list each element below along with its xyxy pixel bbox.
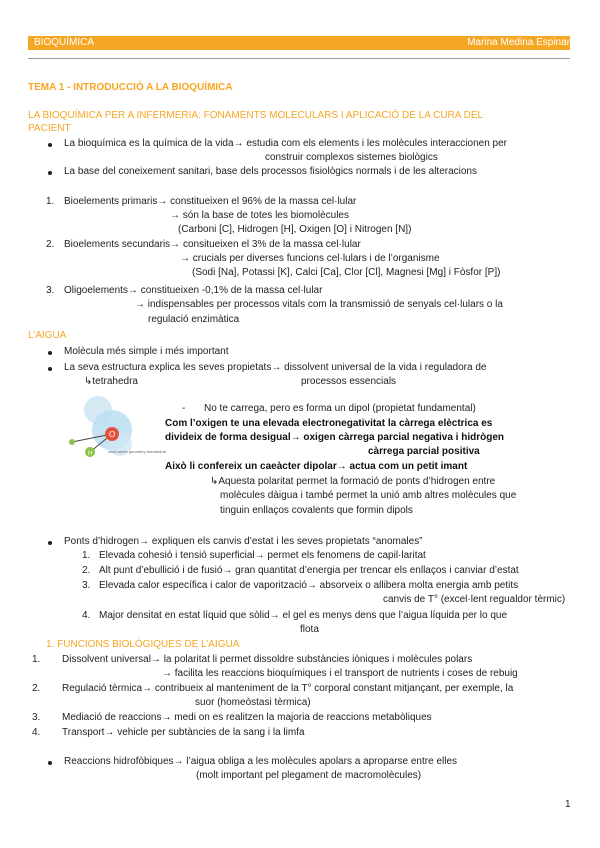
- list-number: 3.: [82, 580, 91, 591]
- header-author: Marina Medina Espinar: [467, 37, 570, 48]
- bullet: [48, 367, 52, 371]
- list-number: 3.: [46, 285, 55, 296]
- hydrogen-label: H: [88, 451, 93, 457]
- intro-bullet-1-cont: construir complexos sistemes biològics: [265, 152, 438, 163]
- dash: -: [182, 403, 186, 414]
- list-number: 2.: [32, 683, 41, 694]
- oxygen-label: O: [109, 430, 116, 439]
- bullet: [48, 171, 52, 175]
- property-3: Elevada calor específica i calor de vaporització→ absorveix o allibera molta energia amb petits: [99, 580, 519, 591]
- property-3-cont: canvis de T° (excel·lent regualdor tèrmic): [383, 594, 566, 605]
- dipole-note-1: No te carrega, pero es forma un dipol (propietat fundamental): [204, 403, 476, 414]
- water-bullet-2-cont: processos essencials: [301, 376, 397, 387]
- oligoelements-note: → indispensables per processos vitals com la transmissió de senyals cel·lulars o la: [135, 299, 503, 310]
- molecule-caption: ozed nkeer geometry tetrahedral: [108, 449, 166, 454]
- bullet: [48, 143, 52, 147]
- water-bullet-2: La seva estructura explica les seves propietats→ dissolvent universal de la vida i reguladora de: [64, 362, 487, 373]
- bioelements-secondary-note: → crucials per diverses funcions cel·lulars i de l’organisme: [180, 253, 440, 264]
- list-number: 2.: [82, 565, 91, 576]
- intro-bullet-2: La base del coneixement sanitari, base dels processos fisiològics normals i de les alteracions: [64, 166, 477, 177]
- oligoelements: Oligoelements→ constitueixen -0,1% de la massa cel·lular: [64, 285, 323, 296]
- intro-bullet-1: La bioquímica es la química de la vida→ estudia com els elements i les molècules interaccionen per: [64, 138, 508, 149]
- page-number: 1: [565, 799, 571, 810]
- dipole-note-2: Com l’oxigen te una elevada electronegativitat la càrrega elèctrica es: [165, 418, 493, 429]
- water-heading: L’AIGUA: [28, 330, 67, 341]
- water-bullet-1: Molècula més simple i més important: [64, 346, 229, 357]
- property-4: Major densitat en estat líquid que sòlid→ el gel es menys dens que l’aigua líquida per lo que: [99, 610, 508, 621]
- bioelements-primary: Bioelements primaris→ constitueixen el 96% de la massa cel·lular: [64, 196, 357, 207]
- page-title: TEMA 1 - INTRODUCCIÓ A LA BIOQUÍMICA: [28, 82, 233, 93]
- function-4: Transport→ vehicle per subtàncies de la sang i la limfa: [62, 727, 305, 738]
- oligoelements-note-cont: regulació enzimàtica: [148, 314, 240, 325]
- functions-heading: 1. FUNCIONS BIOLÒGIQUES DE L’AIGUA: [46, 639, 240, 650]
- tetrahedral-note: ↳tetrahedra: [84, 376, 138, 387]
- list-number: 4.: [32, 727, 41, 738]
- property-2: Alt punt d’ebullició i de fusió→ gran quantitat d’energia per trencar els enllaços i canviar d’estat: [99, 565, 519, 576]
- function-1: Dissolvent universal→ la polaritat li permet dissoldre substàncies iòniques i molècules polars: [62, 654, 473, 665]
- list-number: 1.: [46, 196, 55, 207]
- list-number: 2.: [46, 239, 55, 250]
- function-2: Regulació tèrmica→ contribueix al manteniment de la T° corporal constant mitjançant, per exemple, la: [62, 683, 514, 694]
- bioelements-secondary-list: (Sodi [Na], Potassi [K], Calci [Ca], Clor [Cl], Magnesi [Mg] i Fòsfor [P]): [192, 267, 501, 278]
- water-molecule-image: [60, 392, 166, 462]
- function-1-cont: → facilita les reaccions bioquímiques i el transport de nutrients i coses de rebuig: [162, 668, 518, 679]
- polarity-note-2: molècules dàigua i també permet la unió amb altres molècules que: [220, 490, 517, 501]
- bullet: [48, 761, 52, 765]
- list-number: 1.: [82, 550, 91, 561]
- bioelements-primary-list: (Carboni [C], Hidrogen [H], Oxigen [O] i Nitrogen [N]): [178, 224, 412, 235]
- bullet: [48, 541, 52, 545]
- list-number: 3.: [32, 712, 41, 723]
- hydrophobic-bullet-cont: (molt important pel plegament de macromolècules): [196, 770, 422, 781]
- function-3: Mediació de reaccions→ medi on es realitzen la majoria de reaccions metabòliques: [62, 712, 432, 723]
- section-subtitle: LA BIOQUÍMICA PER A INFERMERIA: FONAMENTS MOLECULARS I APLICACIÓ DE LA CURA DEL: [28, 110, 484, 121]
- polarity-note-1: ↳Aquesta polaritat permet la formació de ponts d’hidrogen entre: [210, 476, 496, 487]
- function-2-cont: suor (homeòstasi tèrmica): [195, 697, 311, 708]
- property-4-cont: flota: [300, 624, 319, 635]
- header-divider: [28, 58, 570, 59]
- dipole-note-3: divideix de forma desigual→ oxigen càrrega parcial negativa i hidrògen: [165, 432, 504, 443]
- header-subject: BIOQUÍMICA: [34, 37, 95, 48]
- dipole-note-4: càrrega parcial positiva: [368, 446, 480, 457]
- list-number: 1.: [32, 654, 41, 665]
- polarity-note-3: tinguin enllaços covalents que formin dipols: [220, 505, 413, 516]
- bullet: [48, 351, 52, 355]
- bioelements-primary-note: → són la base de totes les biomolècules: [170, 210, 349, 221]
- hydrophobic-bullet: Reaccions hidrofòbiques→ l’aigua obliga a les molècules apolars a aproparse entre elles: [64, 756, 458, 767]
- section-subtitle-cont: PACIENT: [28, 123, 71, 134]
- bioelements-secondary: Bioelements secundaris→ consitueixen el 3% de la massa cel·lular: [64, 239, 361, 250]
- property-1: Elevada cohesió i tensió superficial→ permet els fenomens de capil·laritat: [99, 550, 426, 561]
- hydrogen-bonds-bullet: Ponts d’hidrogen→ expliquen els canvis d’estat i les seves propietats “anomales”: [64, 536, 423, 547]
- list-number: 4.: [82, 610, 91, 621]
- dipole-note-5: Això li confereix un caeàcter dipolar→ actua com un petit imant: [165, 461, 468, 472]
